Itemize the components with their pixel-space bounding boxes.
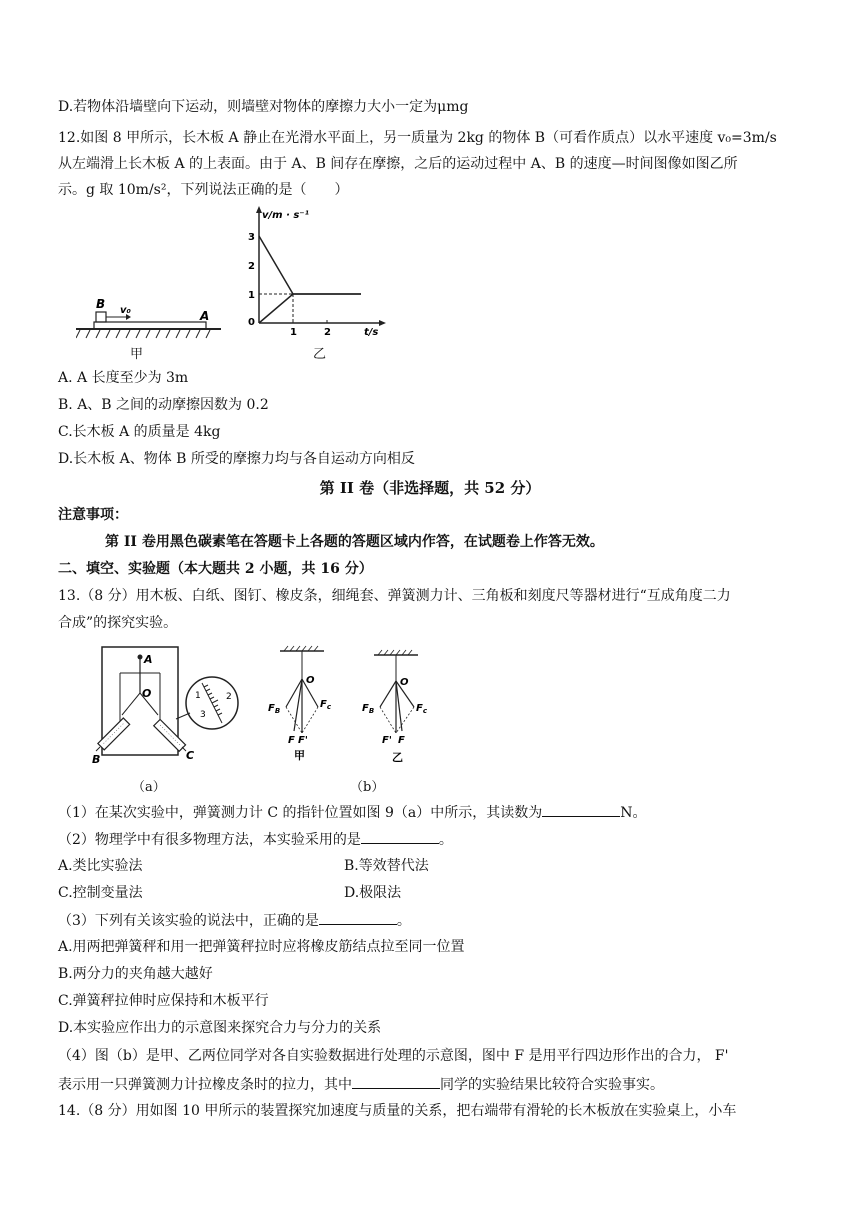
figure-9a-apparatus xyxy=(92,643,242,768)
x-axis-label: t/s xyxy=(364,327,379,338)
series-line-2 xyxy=(259,294,361,323)
label-o-jia: O xyxy=(306,675,315,686)
figure-jia-caption: 甲 xyxy=(130,347,144,362)
q12-stem-line2: 从左端滑上长木板 A 的上表面。由于 A、B 间存在摩擦，之后的运动过程中 A、B 的速度—时间图像如图乙所 xyxy=(58,156,738,172)
block-b xyxy=(96,312,106,322)
q13-sub2-option-d: D.极限法 xyxy=(344,885,402,901)
q12-stem-line1: 12.如图 8 甲所示，长木板 A 静止在光滑水平面上，另一质量为 2kg 的物体 B（可看作质点）以水平速度 v₀=3m/s xyxy=(58,130,777,146)
q13-sub3-option-c: C.弹簧秤拉伸时应保持和木板平行 xyxy=(58,993,269,1009)
label-fprime-yi: F' xyxy=(382,735,392,746)
label-a: A xyxy=(200,309,210,323)
q12-option-b: B. A、B 之间的动摩擦因数为 0.2 xyxy=(58,397,269,413)
figure-yi-vt-graph xyxy=(245,205,395,340)
q13-sub2-option-c: C.控制变量法 xyxy=(58,885,143,901)
figure-jia-board-diagram xyxy=(76,290,226,340)
answer-blank-1[interactable] xyxy=(542,802,620,817)
label-jia: 甲 xyxy=(294,749,305,762)
q13-sub4-line1: （4）图（b）是甲、乙两位同学对各自实验数据进行处理的示意图，图中 F 是用平行四边形作出的合力， F' xyxy=(58,1048,729,1064)
label-fc-yi: $F_c$ xyxy=(416,703,427,715)
q12-stem-line3: 示。g 取 10m/s²，下列说法正确的是（ ） xyxy=(58,182,349,198)
figure-yi-caption: 乙 xyxy=(313,347,327,362)
y-tick-label: 1 xyxy=(248,290,255,301)
scale-num-2: 2 xyxy=(226,692,232,702)
label-b: B xyxy=(96,297,106,311)
q13-sub2-option-b: B.等效替代法 xyxy=(344,858,429,874)
y-tick-label: 3 xyxy=(248,232,255,243)
figure-9a-caption: （a） xyxy=(132,780,166,795)
label-yi: 乙 xyxy=(392,751,403,764)
scale-num-3: 3 xyxy=(200,710,206,720)
part2-title: 第 II 卷（非选择题，共 52 分） xyxy=(319,479,541,497)
label-f-jia: F xyxy=(288,735,295,746)
scale-num-1: 1 xyxy=(195,691,201,701)
series-line-1 xyxy=(259,236,361,294)
label-f-yi: F xyxy=(398,735,405,746)
q13-sub3-option-b: B.两分力的夹角越大越好 xyxy=(58,966,213,982)
q13-sub3-option-d: D.本实验应作出力的示意图来探究合力与分力的关系 xyxy=(58,1020,382,1036)
q12-option-a: A. A 长度至少为 3m xyxy=(58,370,189,386)
q13-sub2-option-a: A.类比实验法 xyxy=(58,858,143,874)
q13-stem-line2: 合成”的探究实验。 xyxy=(58,615,178,631)
q12-option-c: C.长木板 A 的质量是 4kg xyxy=(58,424,221,440)
figure-9b-force-diagrams xyxy=(258,645,448,765)
q14-stem-line1: 14.（8 分）用如图 10 甲所示的装置探究加速度与质量的关系，把右端带有滑轮的长木板放在实验桌上，小车 xyxy=(58,1103,737,1119)
label-fprime-jia: F' xyxy=(298,735,308,746)
y-tick-label: 2 xyxy=(248,261,255,272)
notice-body: 第 II 卷用黑色碳素笔在答题卡上各题的答题区域内作答，在试题卷上作答无效。 xyxy=(105,534,604,550)
label-o-yi: O xyxy=(400,677,409,688)
x-tick-label: 1 xyxy=(290,327,297,338)
y-tick-label: 0 xyxy=(248,317,255,328)
q13-stem-line1: 13.（8 分）用木板、白纸、图钉、橡皮条，细绳套、弹簧测力计、三角板和刻度尺等器材进行“互成角度二力 xyxy=(58,588,731,604)
label-c: C xyxy=(186,749,195,762)
label-fc-jia: $F_c$ xyxy=(320,699,331,711)
section-heading: 二、填空、实验题（本大题共 2 小题，共 16 分） xyxy=(58,561,373,577)
q11-option-d: D.若物体沿墙壁向下运动，则墙壁对物体的摩擦力大小一定为μmg xyxy=(58,99,469,115)
q13-sub3-option-a: A.用两把弹簧秤和用一把弹簧秤拉时应将橡皮筋结点拉至同一位置 xyxy=(58,939,465,955)
notice-heading: 注意事项： xyxy=(58,507,128,523)
label-v0: v₀ xyxy=(120,305,131,316)
board-a xyxy=(94,322,206,329)
answer-blank-2[interactable] xyxy=(361,829,439,844)
q12-option-d: D.长木板 A、物体 B 所受的摩擦力均与各自运动方向相反 xyxy=(58,451,415,467)
q13-sub1: （1）在某次实验中，弹簧测力计 C 的指针位置如图 9（a）中所示，其读数为 N。 xyxy=(58,802,646,823)
label-fb-jia: $F_B$ xyxy=(268,703,281,715)
figure-9b-caption: （b） xyxy=(350,780,385,795)
label-o: O xyxy=(142,687,152,700)
answer-blank-3[interactable] xyxy=(319,910,397,925)
y-axis-label: v/m · s⁻¹ xyxy=(262,210,309,221)
label-a: A xyxy=(144,653,153,666)
x-tick-label: 2 xyxy=(324,327,331,338)
q13-sub2: （2）物理学中有很多物理方法，本实验采用的是 。 xyxy=(58,829,453,850)
label-b: B xyxy=(92,753,101,766)
q13-sub4-line2: 表示用一只弹簧测力计拉橡皮条时的拉力，其中 同学的实验结果比较符合实验事实。 xyxy=(58,1074,664,1095)
answer-blank-4[interactable] xyxy=(352,1074,440,1089)
q13-sub3: （3）下列有关该实验的说法中，正确的是 。 xyxy=(58,910,411,931)
label-fb-yi: $F_B$ xyxy=(362,703,375,715)
